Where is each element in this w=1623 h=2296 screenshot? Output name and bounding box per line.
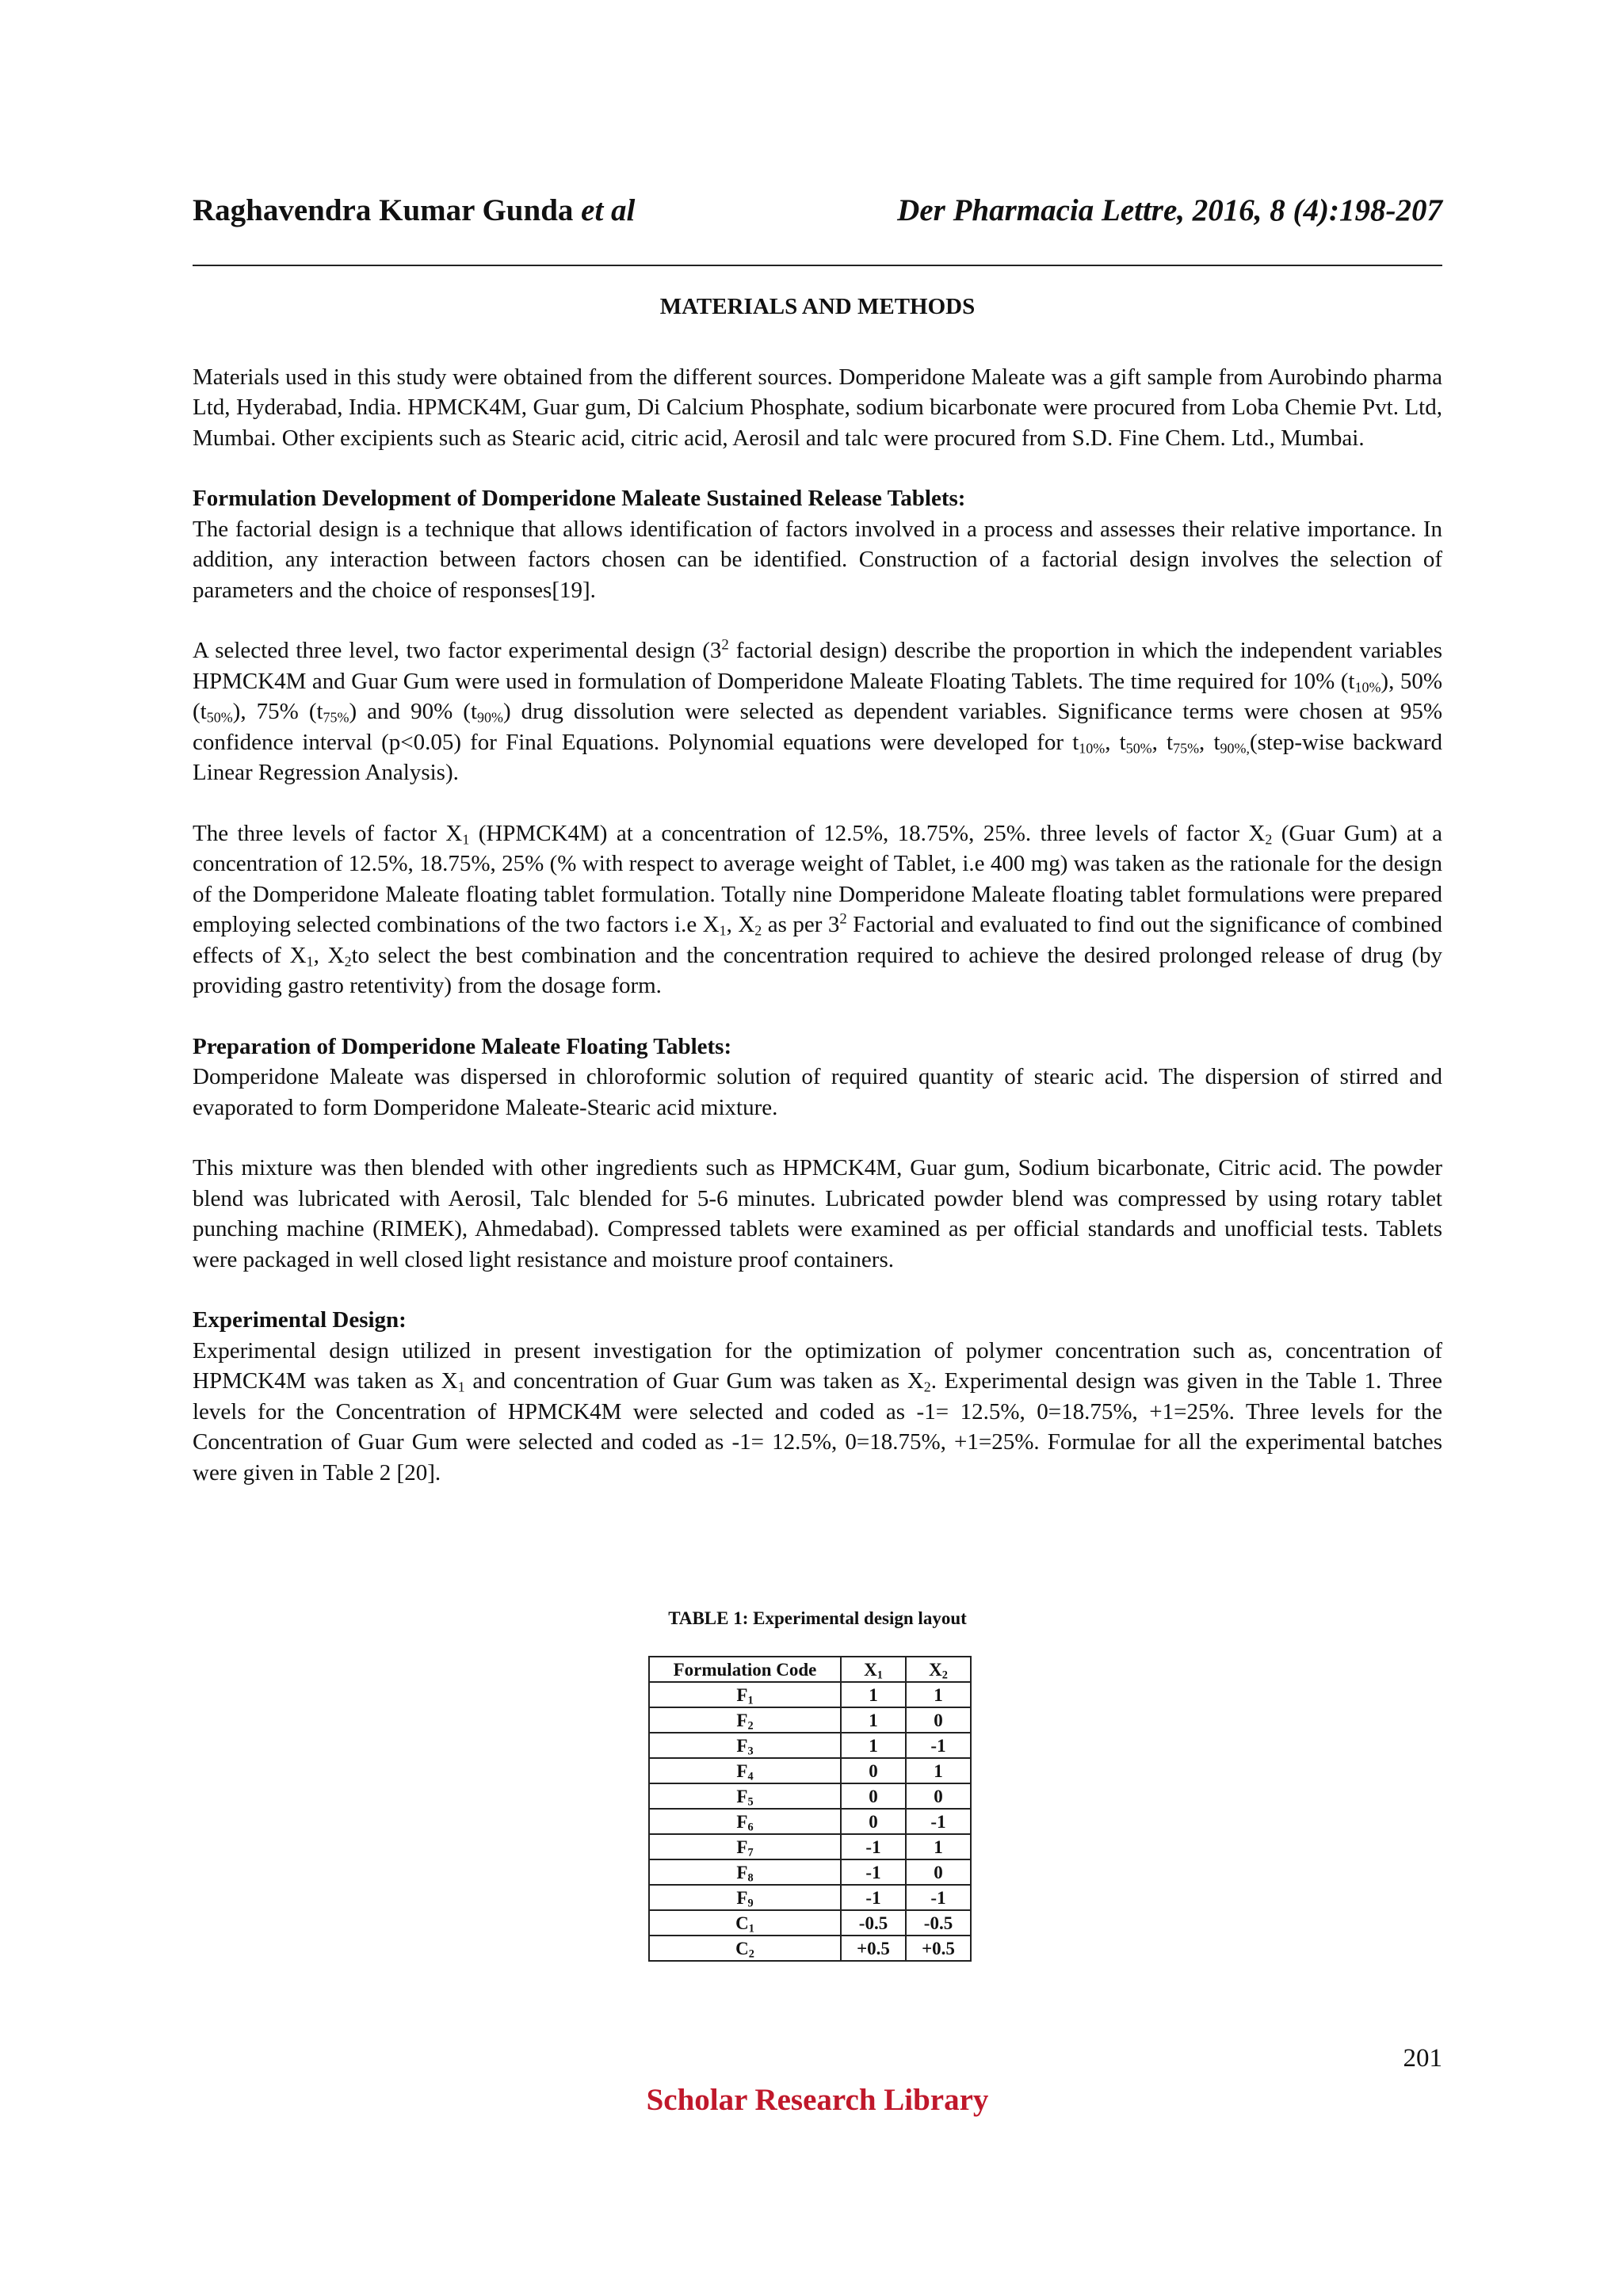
- cell-x1: -1: [841, 1834, 906, 1859]
- experimental-design-table: [648, 1656, 972, 1962]
- cell-x1: 1: [841, 1707, 906, 1733]
- cell-x1: 1: [841, 1682, 906, 1707]
- heading-preparation: Preparation of Domperidone Maleate Floating Tablets:: [193, 1033, 732, 1059]
- section-title: MATERIALS AND METHODS: [659, 294, 976, 319]
- cell-code: $F_7$: [649, 1834, 841, 1859]
- cell-code: $F_4$: [649, 1758, 841, 1783]
- cell-code: $F_6$: [649, 1809, 841, 1834]
- cell-x2: -1: [906, 1809, 971, 1834]
- table-row: [649, 1910, 971, 1936]
- formulation-text: The factorial design is a technique that allows identification of factors involved in a process and assesses their relative importance. In addition, any interaction between factors chosen can be identified. Construction of a factorial design involves the selection of parameters and the choice of responses[19].: [193, 516, 1442, 603]
- header-journal: Der Pharmacia Lettre, 2016, 8 (4):198-207: [897, 193, 1442, 227]
- cell-x1: -1: [841, 1885, 906, 1910]
- table-row: [649, 1682, 971, 1707]
- cell-x2: 1: [906, 1758, 971, 1783]
- cell-x2: +0.5: [906, 1936, 971, 1961]
- table-row: [649, 1758, 971, 1783]
- preparation-text: Domperidone Maleate was dispersed in chloroformic solution of required quantity of stearic acid. The dispersion of stirred and evaporated to form Domperidone Maleate-Stearic acid mixture.: [193, 1064, 1442, 1120]
- table-row: [649, 1733, 971, 1758]
- cell-x2: 0: [906, 1783, 971, 1809]
- cell-x2: 1: [906, 1834, 971, 1859]
- table-row: [649, 1707, 971, 1733]
- header-author: Raghavendra Kumar Gunda et al: [193, 193, 636, 227]
- heading-experimental-design: Experimental Design:: [193, 1307, 407, 1333]
- cell-x1: 0: [841, 1758, 906, 1783]
- running-header: [193, 193, 1442, 240]
- table-row: [649, 1834, 971, 1859]
- cell-x1: +0.5: [841, 1936, 906, 1961]
- table-row: [649, 1859, 971, 1885]
- footer-library: Scholar Research Library: [646, 2083, 989, 2117]
- table-row: [649, 1783, 971, 1809]
- paragraph-factor-levels: The three levels of factor $X_1$ (HPMCK4M) at a concentration of 12.5%, 18.75%, 25%. three levels of factor $X_2$ (Guar Gum) at a concentration of 12.5%, 18.75%, 25% (% with respect to average weight of Tablet, i.e 400 mg) was taken as the rationale for the design of the Domperidone Maleate floating tablet formulation. Totally nine Domperidone Maleate floating tablet formulations were prepared employing selected combinations of the two factors i.e $X_1$, $X_2$ as per $3^2$ Factorial and evaluated to find out the significance of combined effects of $X_1$, $X_2to$ select the best combination and the concentration required to achieve the desired prolonged release of drug (by providing gastro retentivity) from the dosage form.: [193, 820, 1443, 998]
- cell-x2: 0: [906, 1707, 971, 1733]
- cell-code: $F_8$: [649, 1859, 841, 1885]
- heading-formulation: Formulation Development of Domperidone Maleate Sustained Release Tablets:: [193, 486, 966, 511]
- paragraph-formulation: [193, 483, 1442, 605]
- table-row: [649, 1936, 971, 1961]
- page-number: 201: [1403, 2044, 1442, 2073]
- table-caption: TABLE 1: Experimental design layout: [668, 1608, 967, 1628]
- paragraph-experimental-design: Experimental Design: Experimental design utilized in present investigation for the optimization of polymer concentration such as, concentration of HPMCK4M was taken as $X_1$ and concentration of Guar Gum was taken as $X_2$. Experimental design was given in the Table 1. Three levels for the Concentration of HPMCK4M were selected and coded as -1= 12.5%, 0=18.75%, +1=25%. Three levels for the Concentration of Guar Gum were selected and coded as -1= 12.5%, 0=18.75%, +1=25%. Formulae for all the experimental batches were given in Table 2 [20].: [193, 1305, 1442, 1488]
- cell-code: $F_1$: [649, 1682, 841, 1707]
- cell-x2: -0.5: [906, 1910, 971, 1936]
- cell-x1: -1: [841, 1859, 906, 1885]
- cell-x2: -1: [906, 1885, 971, 1910]
- header-rule: [193, 265, 1442, 266]
- cell-x1: 0: [841, 1783, 906, 1809]
- paragraph-materials: Materials used in this study were obtained from the different sources. Domperidone Maleate was a gift sample from Aurobindo pharma Ltd, Hyderabad, India. HPMCK4M, Guar gum, Di Calcium Phosphate, sodium bicarbonate were procured from Loba Chemie Pvt. Ltd, Mumbai. Other excipients such as Stearic acid, citric acid, Aerosil and talc were procured from S.D. Fine Chem. Ltd., Mumbai.: [193, 364, 1442, 451]
- table-row: [649, 1809, 971, 1834]
- cell-x2: -1: [906, 1733, 971, 1758]
- cell-code: $F_9$: [649, 1885, 841, 1910]
- table-row: [649, 1885, 971, 1910]
- paragraph-preparation: [193, 1032, 1442, 1123]
- article-body: [193, 285, 1442, 1518]
- header-formulation-code: Formulation Code: [649, 1657, 841, 1682]
- table-header-row: [649, 1657, 971, 1682]
- cell-x1: 1: [841, 1733, 906, 1758]
- cell-x2: 1: [906, 1682, 971, 1707]
- cell-x1: -0.5: [841, 1910, 906, 1936]
- cell-code: $F_3$: [649, 1733, 841, 1758]
- header-author-suffix: et al: [581, 193, 636, 227]
- cell-code: $C_1$: [649, 1910, 841, 1936]
- cell-code: $F_5$: [649, 1783, 841, 1809]
- header-x1: $X_1$: [841, 1657, 906, 1682]
- paragraph-mixture: This mixture was then blended with other ingredients such as HPMCK4M, Guar gum, Sodium bicarbonate, Citric acid. The powder blend was lubricated with Aerosil, Talc blended for 5-6 minutes. Lubricated powder blend was compressed by using rotary tablet punching machine (RIMEK), Ahmedabad). Compressed tablets were examined as per official standards and unofficial tests. Tablets were packaged in well closed light resistance and moisture proof containers.: [193, 1155, 1442, 1272]
- header-x2: $X_2$: [906, 1657, 971, 1682]
- cell-x1: 0: [841, 1809, 906, 1834]
- cell-code: $C_2$: [649, 1936, 841, 1961]
- cell-x2: 0: [906, 1859, 971, 1885]
- paragraph-factorial-design: A selected three level, two factor experimental design ($3^2$ factorial design) describe the proportion in which the independent variables HPMCK4M and Guar Gum were used in formulation of Domperidone Maleate Floating Tablets. The time required for 10% $(t_{10\%})$, 50% $(t_{50\%})$, 75% $(t_{75\%})$ and 90% $(t_{90\%})$ drug dissolution were selected as dependent variables. Significance terms were chosen at 95% confidence interval (p<0.05) for Final Equations. Polynomial equations were developed for $t_{10\%}$, $t_{50\%}$, $t_{75\%}$, $t_{90\%,}(step$-wise backward Linear Regression Analysis).: [193, 636, 1443, 785]
- cell-code: $F_2$: [649, 1707, 841, 1733]
